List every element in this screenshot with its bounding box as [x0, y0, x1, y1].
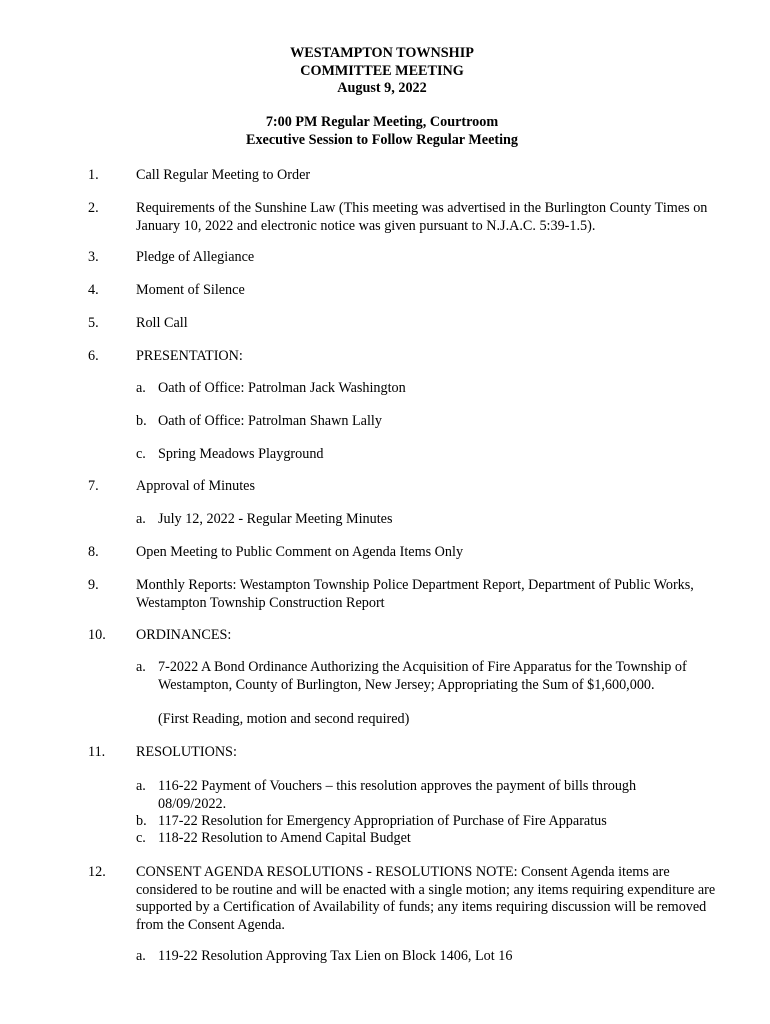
item-text: PRESENTATION: [136, 348, 243, 364]
township-name: WESTAMPTON TOWNSHIP [290, 45, 474, 61]
item-number: 12. [88, 864, 106, 880]
item-number: 3. [88, 249, 99, 265]
item-number: 9. [88, 577, 99, 593]
sub-note: (First Reading, motion and second required) [158, 711, 410, 727]
item-text: Moment of Silence [136, 282, 245, 298]
item-number: 10. [88, 627, 106, 643]
sub-text: Oath of Office: Patrolman Jack Washington [158, 380, 406, 396]
sub-text: Spring Meadows Playground [158, 446, 324, 462]
item-text: Roll Call [136, 315, 188, 331]
sub-text: 116-22 Payment of Vouchers – this resolution approves the payment of bills through 08/09/2022. [158, 778, 637, 812]
sub-letter: a. [136, 380, 146, 396]
meeting-type: COMMITTEE MEETING [300, 62, 464, 79]
item-text: Pledge of Allegiance [136, 249, 255, 265]
item-text: CONSENT AGENDA RESOLUTIONS - RESOLUTIONS NOTE: Consent Agenda items are considered to be routine and will be enacted with a single motion; any items requiring expenditure are supported by a Certification of Availability of funds; any items requiring discussion will be removed from the Consent Agenda. [136, 864, 716, 933]
item-number: 2. [88, 200, 99, 216]
sub-text: 119-22 Resolution Approving Tax Lien on Block 1406, Lot 16 [158, 948, 513, 964]
item-number: 1. [88, 167, 99, 183]
meeting-date: August 9, 2022 [337, 80, 427, 96]
item-text: Requirements of the Sunshine Law (This meeting was advertised in the Burlington County Times on January 10, 2022 and electronic notice was given pursuant to N.J.A.C. 5:39-1.5). [136, 200, 708, 234]
executive-session-note: Executive Session to Follow Regular Meeting [245, 131, 519, 148]
sub-letter: a. [136, 511, 146, 527]
item-number: 5. [88, 315, 99, 331]
sub-letter: b. [136, 413, 147, 429]
sub-letter: b. [136, 813, 147, 829]
item-number: 7. [88, 478, 99, 494]
item-number: 11. [88, 744, 106, 760]
meeting-time-location: 7:00 PM Regular Meeting, Courtroom [265, 114, 499, 130]
sub-letter: a. [136, 778, 146, 794]
item-text: Open Meeting to Public Comment on Agenda Items Only [136, 544, 464, 560]
document-header [0, 45, 764, 149]
item-text: Call Regular Meeting to Order [136, 167, 311, 183]
item-number: 4. [88, 282, 99, 298]
item-text: Monthly Reports: Westampton Township Police Department Report, Department of Public Works, Westampton Township Construction Report [136, 577, 694, 611]
sub-text: July 12, 2022 - Regular Meeting Minutes [158, 511, 393, 527]
item-text: Approval of Minutes [136, 478, 256, 494]
sub-letter: a. [136, 659, 146, 675]
sub-text: 117-22 Resolution for Emergency Appropriation of Purchase of Fire Apparatus [158, 813, 607, 829]
item-number: 8. [88, 544, 99, 560]
sub-text: 7-2022 A Bond Ordinance Authorizing the Acquisition of Fire Apparatus for the Township of Westampton, County of Burlington, New Jersey; Appropriating the Sum of $1,600,000. [158, 659, 687, 693]
item-number: 6. [88, 348, 99, 364]
sub-letter: c. [136, 446, 146, 462]
item-text: ORDINANCES: [136, 627, 232, 643]
sub-text: 118-22 Resolution to Amend Capital Budget [158, 830, 411, 846]
sub-letter: c. [136, 830, 146, 846]
item-text: RESOLUTIONS: [136, 744, 237, 760]
sub-letter: a. [136, 948, 146, 964]
sub-text: Oath of Office: Patrolman Shawn Lally [158, 413, 382, 429]
